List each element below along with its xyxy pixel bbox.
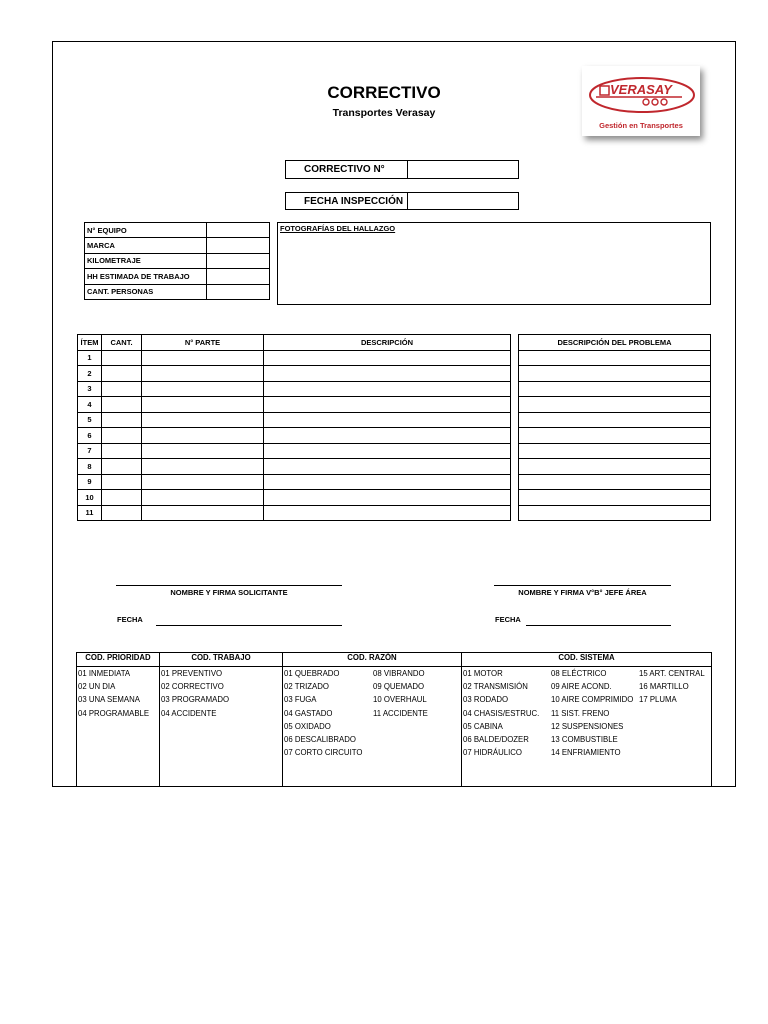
problem-cell[interactable] (519, 490, 711, 506)
table-row (519, 459, 711, 475)
parte-cell[interactable] (142, 459, 264, 475)
item-number: 3 (78, 381, 102, 397)
list-item: 02 UN DIA (78, 682, 116, 692)
table-row (519, 490, 711, 506)
problem-header-row (519, 335, 711, 351)
list-item: 17 PLUMA (639, 695, 677, 705)
fecha-inspeccion-field[interactable] (408, 193, 518, 209)
list-item: 06 BALDE/DOZER (463, 734, 529, 744)
logo-tagline: Gestión en Transportes (599, 121, 683, 130)
info-label: MARCA (85, 238, 207, 253)
parte-cell[interactable] (142, 397, 264, 413)
correctivo-number-row (285, 160, 519, 179)
cant-cell[interactable] (102, 350, 142, 366)
problem-cell[interactable] (519, 397, 711, 413)
list-item: 04 PROGRAMABLE (78, 708, 150, 718)
table-row (78, 366, 511, 382)
descripcion-cell[interactable] (264, 397, 511, 413)
parte-cell[interactable] (142, 428, 264, 444)
table-row (519, 350, 711, 366)
list-item: 01 QUEBRADO (284, 669, 340, 678)
list-item: 04 CHASIS/ESTRUC. (463, 708, 540, 718)
item-number: 5 (78, 412, 102, 428)
form-title: CORRECTIVO (327, 83, 441, 102)
table-row (519, 474, 711, 490)
problem-cell[interactable] (519, 381, 711, 397)
table-row (519, 412, 711, 428)
list-item: 10 AIRE COMPRIMIDO (551, 695, 634, 705)
item-number: 6 (78, 428, 102, 444)
cant-cell[interactable] (102, 490, 142, 506)
info-value-field[interactable] (207, 253, 270, 268)
list-item: 13 COMBUSTIBLE (551, 734, 618, 744)
header-parte: N° PARTE (142, 335, 264, 351)
item-number: 10 (78, 490, 102, 506)
list-item: 01 PREVENTIVO (161, 669, 223, 678)
cant-cell[interactable] (102, 474, 142, 490)
table-row (78, 459, 511, 475)
solicitante-signature-label: NOMBRE Y FIRMA SOLICITANTE (170, 588, 288, 597)
table-row (78, 505, 511, 521)
descripcion-cell[interactable] (264, 443, 511, 459)
cant-cell[interactable] (102, 505, 142, 521)
problem-cell[interactable] (519, 366, 711, 382)
header-razon: COD. RAZÓN (283, 653, 462, 667)
parte-cell[interactable] (142, 490, 264, 506)
photo-label: FOTOGRAFÍAS DEL HALLAZGO (280, 224, 396, 233)
codes-body-row (77, 667, 712, 787)
problem-cell[interactable] (519, 428, 711, 444)
codes-header-row (77, 653, 712, 667)
jefe-date-line[interactable] (526, 625, 671, 626)
truck-logo-icon (582, 66, 700, 122)
descripcion-cell[interactable] (264, 366, 511, 382)
descripcion-cell[interactable] (264, 474, 511, 490)
jefe-signature-line[interactable] (494, 585, 671, 586)
info-row (85, 284, 270, 299)
table-row (78, 397, 511, 413)
problem-cell[interactable] (519, 350, 711, 366)
cant-cell[interactable] (102, 459, 142, 475)
solicitante-date-label: FECHA (117, 615, 143, 624)
table-row (78, 428, 511, 444)
list-item: 08 ELÉCTRICO (551, 669, 607, 678)
photo-area[interactable] (277, 222, 711, 305)
descripcion-cell[interactable] (264, 428, 511, 444)
codes-table (76, 652, 712, 787)
list-item: 12 SUSPENSIONES (551, 721, 624, 731)
header-sistema: COD. SISTEMA (462, 653, 712, 667)
list-item: 02 TRIZADO (284, 682, 329, 692)
cant-cell[interactable] (102, 412, 142, 428)
jefe-date-label: FECHA (495, 615, 521, 624)
form-subtitle: Transportes Verasay (332, 107, 436, 119)
info-label: N° EQUIPO (85, 223, 207, 238)
table-row (519, 428, 711, 444)
list-item: 04 GASTADO (284, 708, 333, 718)
list-item: 09 AIRE ACOND. (551, 682, 612, 692)
parte-cell[interactable] (142, 443, 264, 459)
parte-cell[interactable] (142, 350, 264, 366)
problem-cell[interactable] (519, 443, 711, 459)
header-cant: CANT. (102, 335, 142, 351)
item-number: 2 (78, 366, 102, 382)
list-item: 11 SIST. FRENO (551, 708, 610, 718)
equipment-info-table (84, 222, 270, 300)
cant-cell[interactable] (102, 381, 142, 397)
descripcion-cell[interactable] (264, 381, 511, 397)
company-logo (582, 66, 700, 136)
descripcion-cell[interactable] (264, 505, 511, 521)
list-item: 01 INMEDIATA (78, 669, 131, 678)
header-problema: DESCRIPCIÓN DEL PROBLEMA (519, 335, 711, 351)
cant-cell[interactable] (102, 428, 142, 444)
parte-cell[interactable] (142, 505, 264, 521)
table-row (519, 397, 711, 413)
table-row (78, 474, 511, 490)
table-row (78, 381, 511, 397)
list-item: 10 OVERHAUL (373, 695, 427, 705)
header-descripcion: DESCRIPCIÓN (264, 335, 511, 351)
sistema-list (462, 667, 712, 787)
list-item: 01 MOTOR (463, 669, 503, 678)
cant-cell[interactable] (102, 443, 142, 459)
problem-cell[interactable] (519, 474, 711, 490)
list-item: 09 QUEMADO (373, 682, 425, 692)
list-item: 04 ACCIDENTE (161, 708, 217, 718)
info-row (85, 223, 270, 238)
razon-list (283, 667, 462, 787)
table-row (519, 443, 711, 459)
descripcion-cell[interactable] (264, 350, 511, 366)
list-item: 11 ACCIDENTE (373, 708, 428, 718)
list-item: 03 UNA SEMANA (78, 695, 140, 705)
item-number: 8 (78, 459, 102, 475)
prioridad-list (77, 667, 160, 787)
list-item: 15 ART. CENTRAL (639, 669, 705, 678)
items-table (77, 334, 511, 521)
list-item: 07 CORTO CIRCUITO (284, 748, 363, 758)
info-value-field[interactable] (207, 238, 270, 253)
items-header-row (78, 335, 511, 351)
list-item: 03 FUGA (284, 695, 317, 705)
info-label: KILOMETRAJE (85, 253, 207, 268)
solicitante-signature-line[interactable] (116, 585, 342, 586)
table-row (78, 490, 511, 506)
descripcion-cell[interactable] (264, 459, 511, 475)
parte-cell[interactable] (142, 474, 264, 490)
parte-cell[interactable] (142, 412, 264, 428)
list-item: 16 MARTILLO (639, 682, 689, 692)
parte-cell[interactable] (142, 366, 264, 382)
fecha-inspeccion-label: FECHA INSPECCIÓN (286, 193, 408, 209)
table-row (78, 350, 511, 366)
problem-cell[interactable] (519, 505, 711, 521)
info-value-field[interactable] (207, 269, 270, 284)
list-item: 02 TRANSMISIÓN (463, 682, 528, 692)
item-number: 7 (78, 443, 102, 459)
info-value-field[interactable] (207, 284, 270, 299)
correctivo-number-field[interactable] (408, 161, 518, 178)
list-item: 05 CABINA (463, 721, 503, 731)
descripcion-cell[interactable] (264, 412, 511, 428)
list-item: 14 ENFRIAMIENTO (551, 748, 621, 758)
list-item: 06 DESCALIBRADO (284, 734, 356, 744)
problem-cell[interactable] (519, 459, 711, 475)
info-row (85, 238, 270, 253)
problem-cell[interactable] (519, 412, 711, 428)
list-item: 08 VIBRANDO (373, 669, 425, 678)
descripcion-cell[interactable] (264, 490, 511, 506)
item-number: 4 (78, 397, 102, 413)
header-trabajo: COD. TRABAJO (160, 653, 283, 667)
info-label: HH ESTIMADA DE TRABAJO (85, 269, 207, 284)
item-number: 11 (78, 505, 102, 521)
table-row (519, 505, 711, 521)
list-item: 07 HIDRÁULICO (463, 748, 522, 758)
header-item: ÍTEM (78, 335, 102, 351)
fecha-inspeccion-row (285, 192, 519, 210)
info-value-field[interactable] (207, 223, 270, 238)
table-row (519, 381, 711, 397)
trabajo-list (160, 667, 283, 787)
cant-cell[interactable] (102, 366, 142, 382)
parte-cell[interactable] (142, 381, 264, 397)
list-item: 05 OXIDADO (284, 721, 331, 731)
table-row (519, 366, 711, 382)
svg-text:VERASAY: VERASAY (610, 82, 672, 97)
jefe-signature-label: NOMBRE Y FIRMA V°B° JEFE ÁREA (518, 588, 647, 597)
item-number: 9 (78, 474, 102, 490)
info-label: CANT. PERSONAS (85, 284, 207, 299)
list-item: 03 RODADO (463, 695, 509, 705)
header-prioridad: COD. PRIORIDAD (77, 653, 160, 667)
list-item: 03 PROGRAMADO (161, 695, 230, 705)
item-number: 1 (78, 350, 102, 366)
list-item: 02 CORRECTIVO (161, 682, 224, 692)
table-row (78, 412, 511, 428)
info-row (85, 269, 270, 284)
cant-cell[interactable] (102, 397, 142, 413)
table-row (78, 443, 511, 459)
solicitante-date-line[interactable] (156, 625, 342, 626)
correctivo-number-label: CORRECTIVO N° (286, 161, 408, 178)
problem-table (518, 334, 711, 521)
info-row (85, 253, 270, 268)
